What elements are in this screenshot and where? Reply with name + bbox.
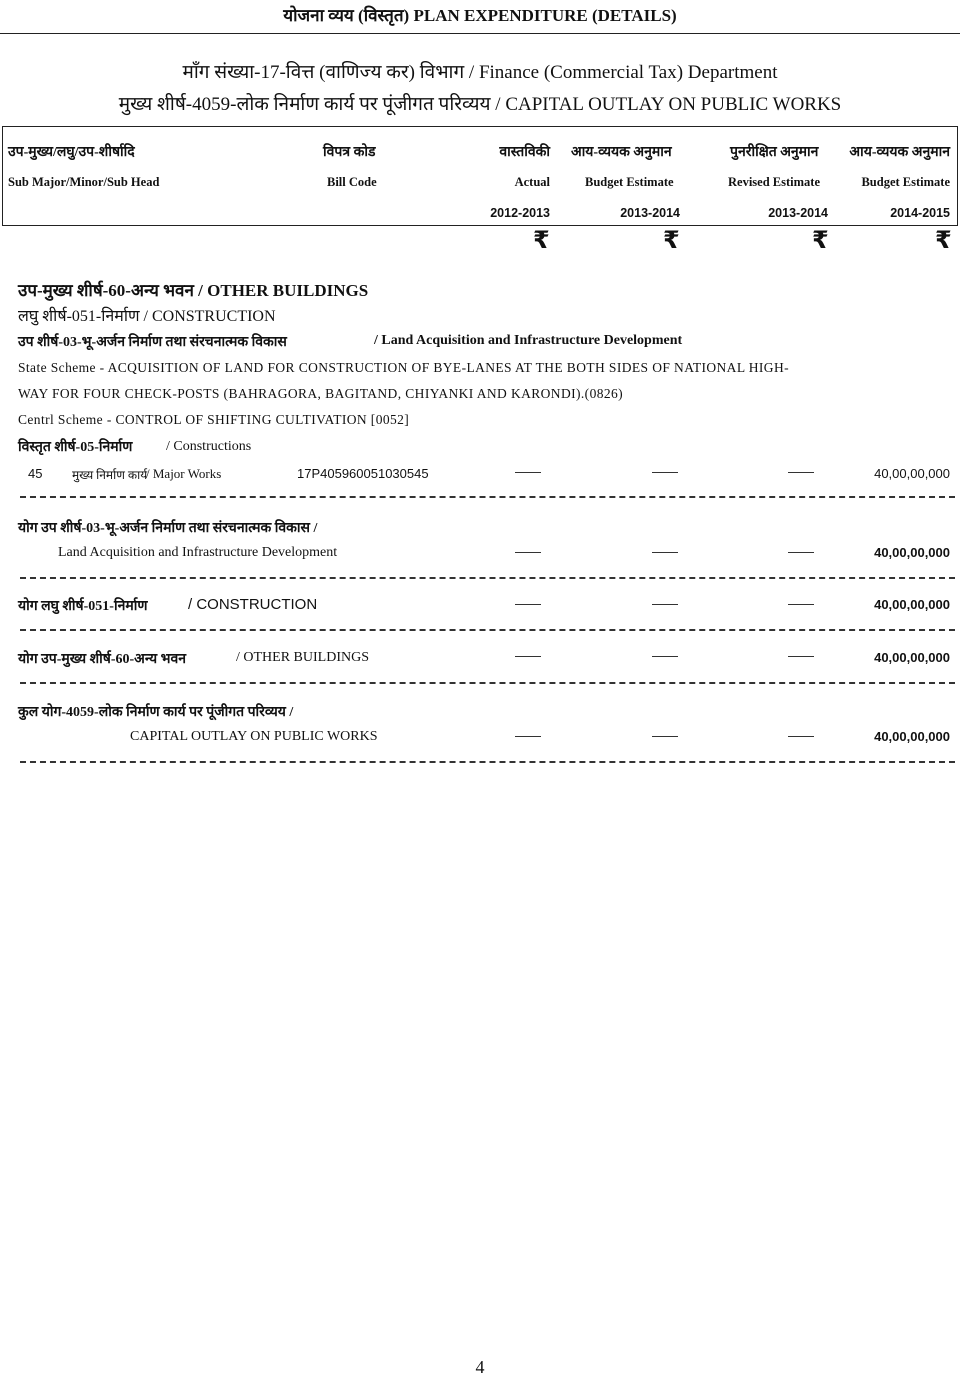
actual-hindi: वास्तविकी xyxy=(499,145,550,160)
minor-head: लघु शीर्ष-051-निर्माण / CONSTRUCTION xyxy=(18,308,276,325)
total-sub-head-english: Land Acquisition and Infrastructure Development xyxy=(58,545,338,560)
item-budget-estimate-2: 40,00,00,000 xyxy=(874,466,950,481)
dashed-divider xyxy=(20,629,955,631)
total-minor-revised: —— xyxy=(788,596,814,611)
rupee-icon: ₹ xyxy=(663,226,680,254)
year-actual: 2012-2013 xyxy=(490,206,550,220)
total-minor-actual: —— xyxy=(515,596,541,611)
year-budget: 2013-2014 xyxy=(620,206,680,220)
bill-code-english: Bill Code xyxy=(327,175,377,189)
detailed-head-english: / Constructions xyxy=(166,439,252,454)
total-sub-head-hindi: योग उप शीर्ष-03-भू-अर्जन निर्माण तथा संरचनात्मक विकास / xyxy=(18,521,318,536)
grand-total-revised: —— xyxy=(788,728,814,743)
total-sub-head-budget: —— xyxy=(652,544,678,559)
total-sub-head-actual: —— xyxy=(515,544,541,559)
grand-total-amount: 40,00,00,000 xyxy=(874,729,950,744)
total-sub-major-revised: —— xyxy=(788,648,814,663)
revised-estimate-hindi: पुनरीक्षित अनुमान xyxy=(730,145,819,160)
grand-total-budget: —— xyxy=(652,728,678,743)
detailed-head-hindi: विस्तृत शीर्ष-05-निर्माण xyxy=(18,440,133,455)
item-code: 45 xyxy=(28,466,43,481)
item-desc-english: / Major Works xyxy=(146,466,222,481)
total-sub-major-amount: 40,00,00,000 xyxy=(874,650,950,665)
actual-english: Actual xyxy=(514,175,550,189)
grand-total-actual: —— xyxy=(515,728,541,743)
dashed-divider xyxy=(20,496,955,498)
item-desc-hindi: मुख्य निर्माण कार्य xyxy=(72,468,148,482)
total-minor-budget: —— xyxy=(652,596,678,611)
item-actual: —— xyxy=(515,464,541,479)
total-sub-head-revised: —— xyxy=(788,544,814,559)
department-heading: माँग संख्या-17-वित्त (वाणिज्य कर) विभाग / Finance (Commercial Tax) Department xyxy=(182,62,778,83)
rupee-icon: ₹ xyxy=(533,226,550,254)
total-minor-amount: 40,00,00,000 xyxy=(874,597,950,612)
col-head-hindi: उप-मुख्य/लघु/उप-शीर्षादि xyxy=(8,145,135,160)
item-budget-estimate: —— xyxy=(652,464,678,479)
budget-estimate-english: Budget Estimate xyxy=(585,175,674,189)
revised-estimate-english: Revised Estimate xyxy=(728,175,820,189)
dashed-divider xyxy=(20,761,955,763)
sub-major-head: उप-मुख्य शीर्ष-60-अन्य भवन / OTHER BUILDINGS xyxy=(18,281,369,300)
item-revised-estimate: —— xyxy=(788,464,814,479)
grand-total-english: CAPITAL OUTLAY ON PUBLIC WORKS xyxy=(130,729,378,744)
major-head-heading: मुख्य शीर्ष-4059-लोक निर्माण कार्य पर पूंजीगत परिव्यय / CAPITAL OUTLAY ON PUBLIC WORKS xyxy=(118,94,842,115)
dashed-divider xyxy=(20,682,955,684)
grand-total-hindi: कुल योग-4059-लोक निर्माण कार्य पर पूंजीगत परिव्यय / xyxy=(18,705,294,720)
col-head-english: Sub Major/Minor/Sub Head xyxy=(8,175,160,189)
total-sub-major-budget: —— xyxy=(652,648,678,663)
rupee-icon: ₹ xyxy=(812,226,829,254)
central-scheme: Centrl Scheme - CONTROL OF SHIFTING CULTIVATION [0052] xyxy=(18,412,410,427)
title-rule xyxy=(0,33,960,34)
state-scheme-line-1: State Scheme - ACQUISITION OF LAND FOR CONSTRUCTION OF BYE-LANES AT THE BOTH SIDES OF NATIONAL HIGH- xyxy=(18,360,789,375)
dashed-divider xyxy=(20,577,955,579)
budget-estimate-2-english: Budget Estimate xyxy=(861,175,950,189)
total-minor-english: / CONSTRUCTION xyxy=(188,596,318,613)
year-revised: 2013-2014 xyxy=(768,206,828,220)
rupee-icon: ₹ xyxy=(935,226,952,254)
budget-estimate-hindi: आय-व्ययक अनुमान xyxy=(571,145,672,160)
page-title: योजना व्यय (विस्तृत) PLAN EXPENDITURE (DETAILS) xyxy=(283,6,677,25)
budget-estimate-2-hindi: आय-व्ययक अनुमान xyxy=(849,145,950,160)
item-bill-code: 17P405960051030545 xyxy=(297,466,429,481)
year-budget-2: 2014-2015 xyxy=(890,206,950,220)
sub-head-english: / Land Acquisition and Infrastructure Development xyxy=(374,333,683,348)
total-sub-major-english: / OTHER BUILDINGS xyxy=(236,650,369,665)
total-sub-major-actual: —— xyxy=(515,648,541,663)
total-minor-hindi: योग लघु शीर्ष-051-निर्माण xyxy=(18,599,148,614)
total-sub-major-hindi: योग उप-मुख्य शीर्ष-60-अन्य भवन xyxy=(18,652,186,667)
total-sub-head-amount: 40,00,00,000 xyxy=(874,545,950,560)
state-scheme-line-2: WAY FOR FOUR CHECK-POSTS (BAHRAGORA, BAGITAND, CHIYANKI AND KARONDI).(0826) xyxy=(18,386,624,401)
bill-code-hindi: विपत्र कोड xyxy=(323,145,376,160)
page-number: 4 xyxy=(475,1357,485,1377)
sub-head-hindi: उप शीर्ष-03-भू-अर्जन निर्माण तथा संरचनात्मक विकास xyxy=(18,335,287,350)
